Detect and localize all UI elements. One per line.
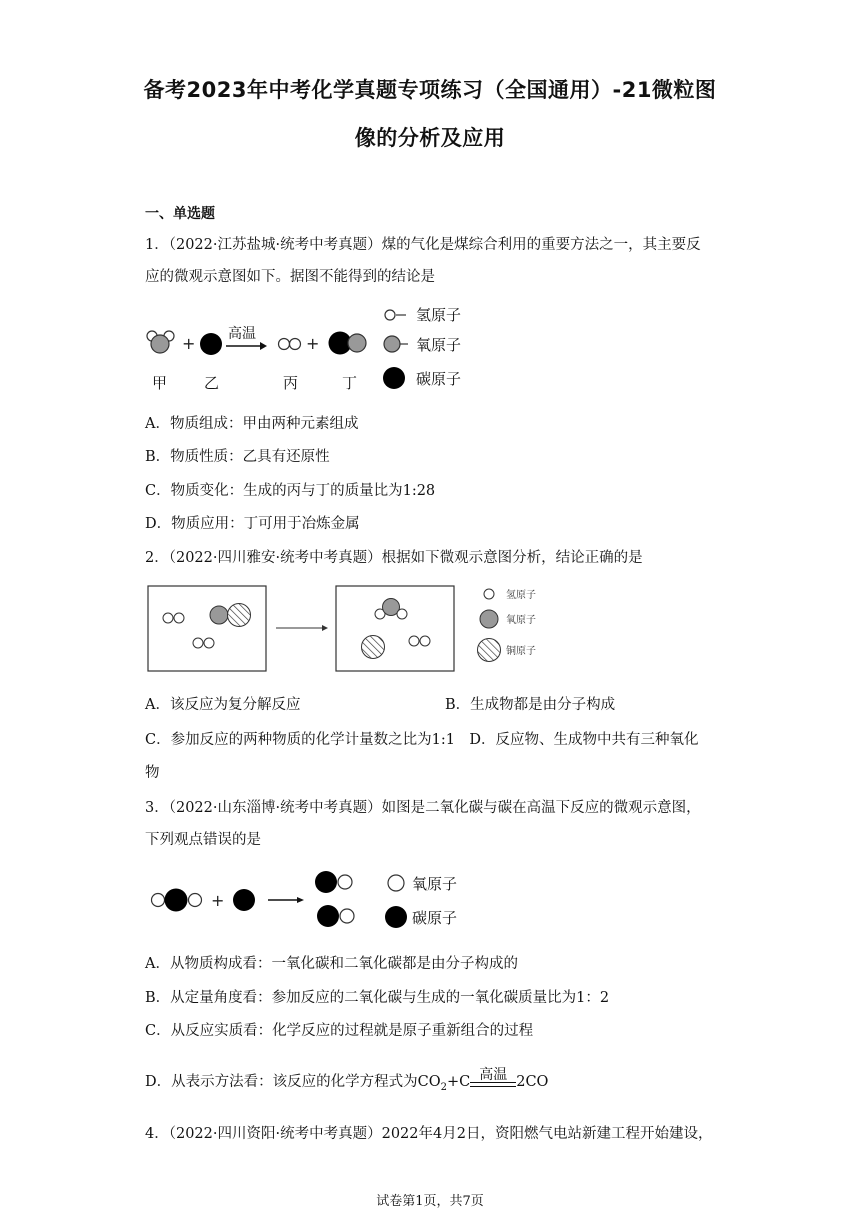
q1-label-jia: 甲	[152, 374, 168, 392]
q3-molecule-co-1	[315, 871, 352, 893]
q1-label-yi: 乙	[204, 374, 220, 392]
q2-legend-hydrogen: 氢原子	[506, 590, 536, 601]
q2-legend-copper: 铜原子	[506, 646, 536, 657]
q1-stem-line-1: 1．（2022·江苏盐城·统考中考真题）煤的气化是煤综合利用的重要方法之一，其主要反	[145, 237, 701, 253]
q1-option-b: B．物质性质：乙具有还原性	[145, 449, 330, 465]
q3-molecule-co-2	[317, 905, 354, 927]
q1-legend-hydrogen: 氢原子	[416, 306, 462, 324]
q3-stem-line-1: 3．（2022·山东淄博·统考中考真题）如图是二氧化碳与碳在高温下反应的微观示意图，	[145, 800, 701, 816]
q2-option-d-continued: 物	[145, 765, 160, 781]
q1-molecule-ding	[329, 332, 367, 355]
q1-label-bing: 丙	[283, 374, 299, 392]
q1-legend-carbon: 碳原子	[416, 370, 462, 388]
q3-option-d-mid: +C	[446, 1074, 471, 1090]
q2-option-c-d: C．参加反应的两种物质的化学计量数之比为1:1 D．反应物、生成物中共有三种氧化	[145, 732, 699, 748]
page-footer: 试卷第1页，共7页	[376, 1194, 484, 1209]
q3-molecule-c	[233, 889, 255, 911]
q3-legend-oxygen: 氧原子	[412, 875, 458, 893]
document-title-line-2: 像的分析及应用	[354, 126, 506, 150]
q3-legend	[385, 875, 457, 928]
q2-legend-oxygen: 氧原子	[506, 615, 536, 626]
q3-option-c: C．从反应实质看：化学反应的过程就是原子重新组合的过程	[145, 1023, 534, 1039]
q2-reaction-diagram	[146, 582, 566, 674]
q1-molecule-jia	[147, 331, 174, 353]
q3-option-d-suffix: 2CO	[516, 1074, 549, 1090]
q1-molecule-bing	[279, 339, 301, 350]
q3-option-d	[145, 1066, 549, 1093]
q1-option-a: A．物质组成：甲由两种元素组成	[145, 416, 359, 432]
q1-reaction-diagram	[140, 300, 480, 400]
q3-option-d-condition: 高温	[479, 1066, 508, 1083]
q1-molecule-yi	[200, 333, 222, 355]
svg-text:+: +	[306, 334, 320, 353]
q2-stem: 2．（2022·四川雅安·统考中考真题）根据如下微观示意图分析，结论正确的是	[145, 550, 643, 566]
q3-option-d-prefix: D．从表示方法看：该反应的化学方程式为CO	[145, 1074, 441, 1090]
q3-molecule-co2	[152, 889, 202, 912]
q2-legend	[478, 588, 537, 662]
q3-legend-carbon: 碳原子	[412, 909, 458, 927]
q1-option-c: C．物质变化：生成的丙与丁的质量比为1:28	[145, 483, 436, 499]
q3-stem-line-2: 下列观点错误的是	[145, 832, 261, 848]
q1-option-d: D．物质应用：丁可用于冶炼金属	[145, 516, 360, 532]
q3-equation-condition-block	[470, 1066, 516, 1093]
q3-reaction-diagram	[145, 862, 475, 934]
q2-option-a: A．该反应为复分解反应	[145, 697, 301, 713]
q1-legend-oxygen: 氧原子	[416, 336, 462, 354]
section-heading: 一、单选题	[145, 206, 215, 222]
q4-stem: 4．（2022·四川资阳·统考中考真题）2022年4月2日，资阳燃气电站新建工程开始建设，	[145, 1126, 713, 1142]
svg-text:+: +	[211, 891, 225, 910]
q1-label-ding: 丁	[342, 374, 358, 392]
q1-stem-line-2: 应的微观示意图如下。据图不能得到的结论是	[145, 269, 435, 285]
q3-option-a: A．从物质构成看：一氧化碳和二氧化碳都是由分子构成的	[145, 956, 518, 972]
q1-condition: 高温	[228, 326, 256, 342]
q3-option-b: B．从定量角度看：参加反应的二氧化碳与生成的一氧化碳质量比为1：2	[145, 990, 610, 1006]
q2-option-b: B．生成物都是由分子构成	[445, 697, 616, 713]
q1-legend	[383, 306, 461, 389]
document-title-line-1: 备考2023年中考化学真题专项练习（全国通用）-21微粒图	[143, 78, 717, 102]
q3-option-d-subscript: 2	[440, 1081, 447, 1093]
svg-text:+: +	[182, 334, 196, 353]
